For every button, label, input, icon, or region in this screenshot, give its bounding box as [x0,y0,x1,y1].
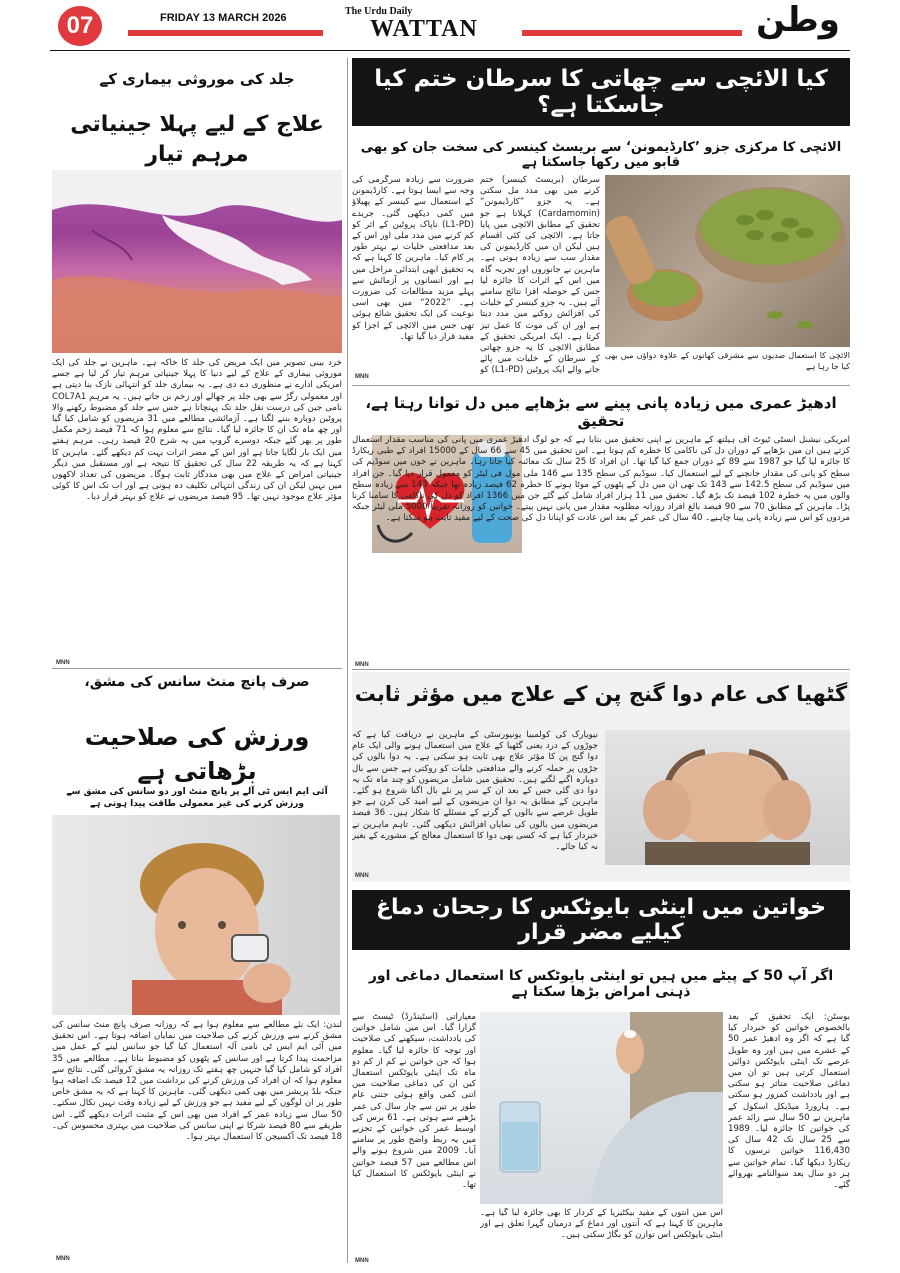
antibiotics-photo [480,1012,723,1204]
baldness-headline: گٹھیا کی عام دوا گنج پن کے علاج میں مؤثر ثابت [354,682,848,706]
masthead [0,0,900,52]
divider-1 [352,385,850,386]
cardamom-subhead: الائچی کا مرکزی جزو ’کارڈیمونن‘ سے بریسٹ کینسر کی سخت جان کو بھی قابو میں رکھا جاسکتا ہے [360,140,842,170]
cardamom-col1: سرطان (بریسٹ کینسر) ختم کرنے میں بھی مدد مل سکتی ہے۔ یہ جزو ”کارڈیمونن“ (Cardamomin) کہلاتا ہے جو تحقیق کے مطابق الائچی میں پایا جاتا ہے۔ الائچی کی کئی اقسام ہیں لیکن ان میں کارڈیمونن کی مقدار سب سے زیادہ ہوتی ہے۔ ماہرین نے جانوروں اور تجربہ گاہ میں اس کے اثرات کا جائزہ لیا جس کے حوصلہ افزا نتائج سامنے آئے ہیں۔ یہ جزو کینسر کے خلیات کی افزائش روکنے میں مدد دیتا ہے اور ان کی موت کا عمل تیز کرتا ہے۔ ایک امریکی تحقیق کے مطابق الائچی کا یہ جزو چھاتی کے سرطان کے خلیات میں پائے جانے والے ایک پروٹین (L1-PD) کو [480,175,600,375]
cardamom-col2: ضرورت سے زیادہ سرگرمی کی وجہ سے ایسا ہوتا ہے۔ کارڈیمونن کے استعمال سے کینسر کے پھیلاؤ میں کمی دیکھی گئی۔ جریدے (L1-PD) ناپاک پروٹین کے اثر کو کم کرنے میں مدد ملی اور اس کے بعد مدافعتی خلیات نے بہتر طور پر کام کیا۔ ماہرین کا کہنا ہے کہ یہ تحقیق ابھی ابتدائی مراحل میں ہے اور انسانوں پر آزمائش سے پہلے مزید مطالعات کی ضرورت ہے۔ ”2022“ میں بھی اسی نوعیت کی ایک تحقیق شائع ہوئی تھی جس میں الائچی کے اجزا کو مفید قرار دیا گیا تھا۔ [352,175,474,342]
column-rule [347,58,348,1263]
cardamom-caption: الائچی کا استعمال صدیوں سے مشرقی کھانوں کے علاوہ دواؤں میں بھی کیا جا رہا ہے [605,351,850,372]
antibiotics-col1: بوسٹن: ایک تحقیق کے بعد بالخصوص خواتین کو خبردار کیا گیا ہے کہ اگر وہ ادھیڑ عمر 50 کے عشرے میں ہیں اور وہ طویل عرصے تک اینٹی بایوٹکس دوائیں استعمال کرتی ہیں تو ان میں دماغی صلاحیت متاثر ہو سکتی ہے اور یادداشت کمزور ہو سکتی ہے۔ ہارورڈ میڈیکل اسکول کے ماہرین نے 50 سال سے زائد عمر کی خواتین کا جائزہ لیا۔ 1989 سے 25 سال تک 42 سال کی 116,430 خواتین نرسوں کا ریکارڈ دیکھا گیا۔ تمام خواتین سے ہر دو سال بعد سوالنامے بھروائے گئے۔ [728,1012,850,1191]
cardamom-credit: MNN [355,374,369,380]
breathing-headline: ورزش کی صلاحیت بڑھاتی ہے [84,723,310,785]
woman-with-pill-icon [480,1012,723,1204]
skin-kicker: جلد کی موروثی بیماری کے [99,70,295,88]
left-divider [52,668,342,669]
paper-name: WATTAN [370,16,478,42]
divider-2 [352,669,850,670]
skin-body: خرد بینی تصویر میں ایک مریض کی جلد کا خاکہ ہے۔ ماہرین نے جلد کی ایک موروثی بیماری کے علاج کے لیے دنیا کا پہلا جینیاتی مرہم تیار کر لیا ہے جسے امریکی ادارے نے منظوری دے دی ہے۔ یہ بیماری جلد کو انتہائی نازک بنا دیتی ہے اور معمولی رگڑ سے بھی جلد پر چھالے اور زخم بن جاتے ہیں۔ یہ مرہم COL7A1 نامی جین کی درست نقل جلد تک پہنچاتا ہے جس سے جلد کو مضبوط رکھنے والا پروٹین دوبارہ بننے لگتا ہے۔ آزمائشی مطالعے میں 31 مریضوں کو شامل کیا گیا اور چھ ماہ تک ان کا جائزہ لیا گیا۔ نتائج سے معلوم ہوا کہ 71 فیصد زخم مکمل طور پر بھر گئے جبکہ دوسرے گروپ میں یہ شرح 20 فیصد رہی۔ مرہم ہفتے میں ایک بار لگایا جاتا ہے اور اس کے مضر اثرات بہت کم دیکھے گئے۔ ماہرین کا کہنا ہے کہ یہ طریقہ 22 سال کی تحقیق کا نتیجہ ہے اور مستقبل میں دیگر جینیاتی امراض کے علاج میں بھی مددگار ثابت ہوگا۔ مریضوں کی تعداد لاکھوں میں نہیں لیکن ان کی زندگی انتہائی تکلیف دہ ہوتی ہے اور اب تک اس کا کوئی مؤثر علاج موجود نہیں تھا۔ 95 فیصد مریضوں نے علاج کو بہتر قرار دیا۔ [52,358,342,503]
date-line: FRIDAY 13 MARCH 2026 [160,12,287,24]
antibiotics-headline-band [352,890,850,950]
cardamom-photo [605,175,850,347]
masthead-rule-right [522,30,742,36]
masthead-rule-left [128,30,323,36]
water-headline: ادھیڑ عمری میں زیادہ پانی پینے سے بڑھاپے میں دل توانا رہتا ہے، تحقیق [365,394,837,430]
antibiotics-subhead: اگر آپ 50 کے پیٹے میں ہیں تو اینٹی بایوٹکس کا استعمال دماغی اور ذہنی امراض بڑھا سکتا ہے [368,968,834,1000]
page-number-badge [58,6,102,46]
cardamom-headline: کیا الائچی سے چھاتی کا سرطان ختم کیا جاسکتا ہے؟ [374,66,828,118]
paper-small-title: The Urdu Daily [345,6,413,17]
antibiotics-headline: خواتین میں اینٹی بایوٹکس کا رجحان دماغ کیلیے مضر قرار [375,895,826,945]
tissue-texture-icon [52,170,342,353]
breathing-credit: MNN [56,1256,70,1262]
cardamom-bowl-icon [605,175,850,347]
skin-credit: MNN [56,660,70,666]
breathing-body: لندن: ایک نئے مطالعے سے معلوم ہوا ہے کہ روزانہ صرف پانچ منٹ سانس کی مشق کرنے سے ورزش کرنے کی صلاحیت میں نمایاں اضافہ ہوتا ہے۔ اس تحقیق میں آئی ایم ایس ٹی نامی آلہ استعمال کیا گیا جو سانس لینے کے عمل میں مزاحمت پیدا کرتا ہے اور سانس کے پٹھوں کو مضبوط بناتا ہے۔ مطالعے میں 35 افراد کو شامل کیا گیا جنہیں چھ ہفتے تک روزانہ یہ مشق کروائی گئی۔ نتائج سے معلوم ہوا کہ ان افراد کی ورزش کرنے کی برداشت میں 12 فیصد تک اضافہ ہوا جبکہ بلڈ پریشر میں بھی کمی دیکھی گئی۔ ماہرین کا کہنا ہے کہ یہ مشق خاص طور پر ان لوگوں کے لیے مفید ہے جو ورزش کے لیے زیادہ وقت نہیں نکال سکتے۔ 50 سال سے زیادہ عمر کے افراد میں بھی اس کے مثبت اثرات دیکھے گئے۔ اس طریقے سے 80 فیصد شرکا نے اپنی سانس کی صلاحیت میں بہتری محسوس کی۔ 18 فیصد تک آکسیجن کا استعمال بہتر ہوا۔ [52,1020,342,1143]
man-with-inhaler-icon [52,815,340,1015]
cardamom-headline-band [352,58,850,126]
antibiotics-col3: اس میں آنتوں کے مفید بیکٹیریا کے کردار کا بھی جائزہ لیا گیا ہے۔ ماہرین کا کہنا ہے کہ آنتوں اور دماغ کے درمیان گہرا تعلق ہے اور اینٹی بایوٹکس اس توازن کو بگاڑ سکتی ہیں۔ [480,1208,723,1241]
urdu-logo: وطن [756,0,840,40]
baldness-credit: MNN [355,873,369,879]
page-number: 07 [66,12,94,39]
skin-histology-photo [52,170,342,353]
breathing-kicker: صرف پانچ منٹ سانس کی مشق، [84,674,310,690]
breathing-subhead: آئی ایم ایس ٹی آلے پر پانچ منٹ اور دو سانس کی مشق سے ورزش کرنے کی غیر معمولی طاقت پیدا ہوتی ہے [66,787,328,809]
breathing-photo [52,815,340,1015]
baldness-body: نیویارک کی کولمبیا یونیورسٹی کے ماہرین نے دریافت کیا ہے کہ جوڑوں کے درد یعنی گٹھیا کے علاج میں استعمال ہونے والی ایک عام دوا گنج پن کا مؤثر علاج بھی ثابت ہو سکتی ہے۔ یہ دوا بالوں کی جڑوں پر حملہ کرنے والے مدافعتی خلیات کو روکتی ہے جس سے بال دوبارہ اگنے لگتے ہیں۔ تحقیق میں شامل مریضوں کو چند ماہ تک یہ دوا دی گئی جس کے بعد ان کے سر پر نئے بال اگنا شروع ہو گئے۔ ماہرین کے مطابق یہ دوا ان مریضوں کے لیے امید کی کرن ہے جو طویل عرصے سے بالوں کے گرنے کے مسئلے کا شکار ہیں۔ 36 فیصد مریضوں میں بالوں کی نمایاں افزائش دیکھی گئی۔ تاہم ماہرین نے خبردار کیا ہے کہ کسی بھی دوا کا استعمال معالج کے مشورے کے بغیر نہ کیا جائے۔ [352,730,598,853]
baldness-photo [605,730,850,865]
balding-man-icon [605,730,850,865]
water-credit: MNN [355,662,369,668]
antibiotics-col2: معیاراتی (اسٹینڈرڈ) ٹیسٹ سے گزارا گیا۔ اس میں شامل خواتین کی یادداشت، سیکھنے کی صلاحیت اور توجہ کا جائزہ لیا گیا۔ معلوم ہوا کہ جن خواتین نے کم از کم دو ماہ تک اینٹی بایوٹکس استعمال کیں ان کی دماغی صلاحیت میں اتنی کمی واقع ہوئی جتنی عام طور پر تین سے چار سال کی عمر بڑھنے سے ہوتی ہے۔ 61 برس کی اوسط عمر کی خواتین کے تجزیے میں یہ ربط واضح طور پر سامنے آیا۔ 2009 میں شروع ہونے والے اس مطالعے میں 57 فیصد خواتین نے اینٹی بایوٹکس کا استعمال کیا تھا۔ [352,1012,476,1191]
skin-headline: علاج کے لیے پہلا جینیاتی مرہم تیار [70,112,324,167]
antibiotics-credit: MNN [355,1258,369,1264]
masthead-divider [50,50,850,51]
water-body: امریکی نیشنل انسٹی ٹیوٹ آف ہیلتھ کے ماہرین نے اپنی تحقیق میں بتایا ہے کہ جو لوگ ادھیڑ عمری میں پانی کی مناسب مقدار استعمال کرتے ہیں ان میں بڑھاپے کے دوران دل کی ناکامی کا خطرہ کم ہوتا ہے۔ اس تحقیق میں 45 سے 66 سال کے 15000 افراد کے طبی ریکارڈ کا جائزہ لیا گیا جو 1987 سے 89 کے دوران جمع کیا گیا تھا۔ ان افراد کا 25 سال تک معائنہ کیا جاتا رہا۔ ماہرین نے خون میں سوڈیم کی سطح کو پانی کی مقدار جانچنے کے لیے استعمال کیا۔ سوڈیم کی سطح 135 سے 146 ملی مول فی لیٹر کو معمول قرار دیا گیا۔ جن افراد میں سوڈیم کی سطح 142.5 سے 143 تک تھی ان میں دل کے پٹھوں کے موٹا ہونے کا خطرہ 62 فیصد زیادہ تھا جبکہ 143 سے زیادہ سطح والوں میں یہ خطرہ 102 فیصد تک بڑھ گیا۔ تحقیق میں 11 ہزار افراد شامل کیے گئے جن میں 1366 افراد کو دل کی ناکامی کا سامنا کرنا پڑا۔ ماہرین کے مطابق 70 سے 90 فیصد بالغ افراد روزانہ مطلوبہ مقدار میں پانی نہیں پیتے۔ خواتین کو روزانہ تقریباً 5000 ملی لیٹر جبکہ مردوں کو اس سے زیادہ پانی پینا چاہیے۔ 40 سال کی عمر کے بعد اس عادت کو اپنانا دل کی صحت کے لیے مفید ثابت ہو سکتا ہے۔ [352,435,850,524]
